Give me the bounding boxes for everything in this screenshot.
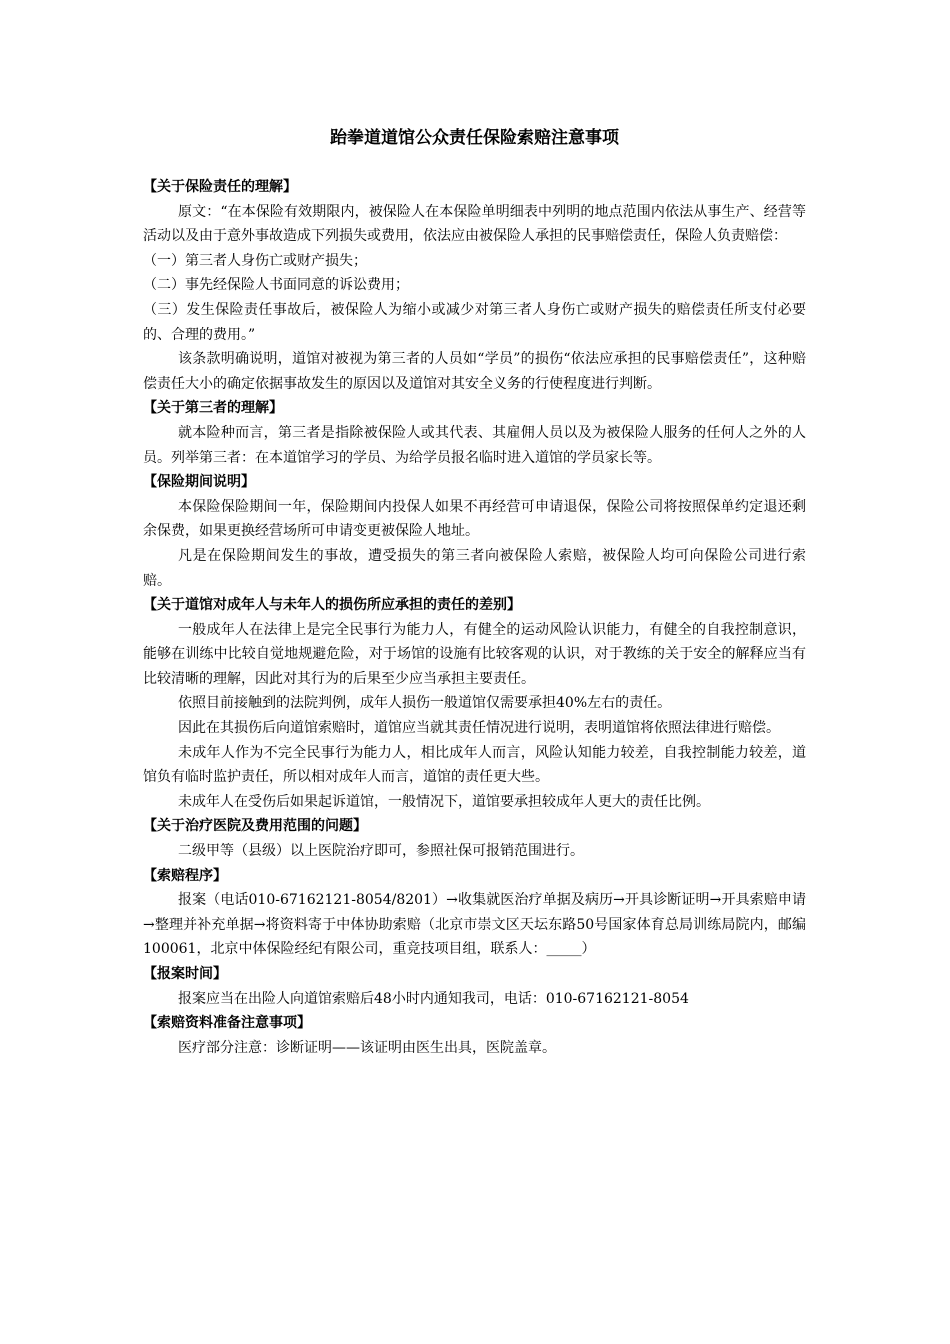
section-heading-claim-documents: 【索赔资料准备注意事项】 bbox=[143, 1015, 311, 1032]
paragraph: 报案（电话010-67162121-8054/8201）→收集就医治疗单据及病历→开具诊断证明→开具索赔申请→整理并补充单据→将资料寄于中体协助索赔（北京市崇文区天坛东路50号国家体育总局训练局院内，邮编100061，北京中体保险经纪有限公司，重竞技项目组，联系人：_____） bbox=[143, 892, 806, 958]
section-heading-insurance-liability: 【关于保险责任的理解】 bbox=[143, 179, 297, 195]
document-body bbox=[143, 175, 806, 1060]
paragraph: 医疗部分注意：诊断证明——该证明由医生出具，医院盖章。 bbox=[178, 1039, 556, 1056]
paragraph: 本保险保险期间一年，保险期间内投保人如果不再经营可申请退保，保险公司将按照保单约定退还剩余保费，如果更换经营场所可申请变更被保险人地址。 bbox=[143, 498, 806, 540]
paragraph: 依照目前接触到的法院判例，成年人损伤一般道馆仅需要承担40%左右的责任。 bbox=[178, 695, 672, 712]
section-heading-third-party: 【关于第三者的理解】 bbox=[143, 400, 283, 417]
list-item: （一）第三者人身伤亡或财产损失； bbox=[143, 252, 367, 269]
section-heading-report-time: 【报案时间】 bbox=[143, 966, 227, 982]
paragraph: 凡是在保险期间发生的事故，遭受损失的第三者向被保险人索赔，被保险人均可向保险公司进行索赔。 bbox=[143, 547, 806, 589]
list-item: （三）发生保险责任事故后，被保险人为缩小或减少对第三者人身伤亡或财产损失的赔偿责任所支付必要的、合理的费用。” bbox=[143, 301, 806, 343]
section-heading-hospital-expenses: 【关于治疗医院及费用范围的问题】 bbox=[143, 818, 367, 835]
paragraph: 报案应当在出险人向道馆索赔后48小时内通知我司，电话：010-67162121-8054 bbox=[178, 990, 689, 1007]
section-heading-insurance-period: 【保险期间说明】 bbox=[143, 474, 255, 491]
paragraph: 未成年人作为不完全民事行为能力人，相比成年人而言，风险认知能力较差，自我控制能力较差，道馆负有临时监护责任，所以相对成年人而言，道馆的责任更大些。 bbox=[143, 744, 806, 786]
document-title: 跆拳道道馆公众责任保险索赔注意事项 bbox=[330, 128, 619, 148]
paragraph: 就本险种而言，第三者是指除被保险人或其代表、其雇佣人员以及为被保险人服务的任何人之外的人员。列举第三者：在本道馆学习的学员、为给学员报名临时进入道馆的学员家长等。 bbox=[143, 424, 806, 466]
section-heading-claim-procedure: 【索赔程序】 bbox=[143, 867, 227, 884]
list-item: （二）事先经保险人书面同意的诉讼费用； bbox=[143, 277, 409, 294]
paragraph: 一般成年人在法律上是完全民事行为能力人，有健全的运动风险认识能力，有健全的自我控制意识，能够在训练中比较自觉地规避危险，对于场馆的设施有比较客观的认识，对于教练的关于安全的解释应当有比较清晰的理解，因此对其行为的后果至少应当承担主要责任。 bbox=[143, 621, 806, 687]
paragraph: 该条款明确说明，道馆对被视为第三者的人员如“学员”的损伤“依法应承担的民事赔偿责任”，这种赔偿责任大小的确定依据事故发生的原因以及道馆对其安全义务的行使程度进行判断。 bbox=[143, 351, 806, 392]
paragraph: 因此在其损伤后向道馆索赔时，道馆应当就其责任情况进行说明，表明道馆将依照法律进行赔偿。 bbox=[178, 720, 780, 737]
paragraph: 二级甲等（县级）以上医院治疗即可，参照社保可报销范围进行。 bbox=[178, 843, 584, 860]
paragraph: 未成年人在受伤后如果起诉道馆，一般情况下，道馆要承担较成年人更大的责任比例。 bbox=[178, 793, 710, 810]
paragraph: 原文：“在本保险有效期限内，被保险人在本保险单明细表中列明的地点范围内依法从事生产、经营等活动以及由于意外事故造成下列损失或费用，依法应由被保险人承担的民事赔偿责任，保险人负责赔偿： bbox=[143, 203, 806, 245]
section-heading-adult-minor-liability: 【关于道馆对成年人与未年人的损伤所应承担的责任的差别】 bbox=[143, 597, 521, 614]
